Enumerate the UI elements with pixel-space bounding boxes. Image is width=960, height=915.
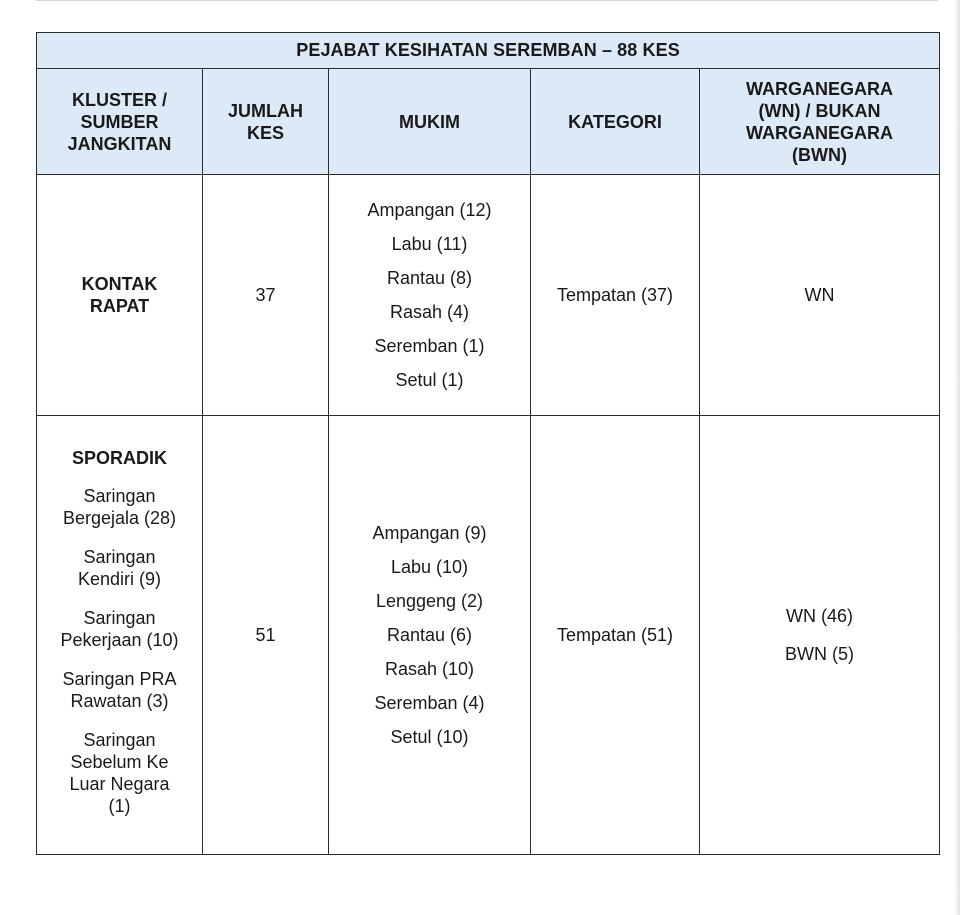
header-mukim: MUKIM xyxy=(329,69,531,175)
header-jumlah-kes: JUMLAH KES xyxy=(203,69,329,175)
mukim-item: Setul (1) xyxy=(395,370,464,390)
cell-warganegara xyxy=(700,416,940,855)
cluster-item: Saringan Sebelum Ke Luar Negara (1) xyxy=(69,730,170,816)
cell-mukim xyxy=(329,175,531,416)
cluster-item: Saringan Bergejala (28) xyxy=(62,486,177,528)
mukim-item: Seremban (4) xyxy=(374,693,485,713)
mukim-item: Rasah (10) xyxy=(384,659,475,679)
mukim-item: Setul (10) xyxy=(390,727,469,747)
mukim-item: Rasah (4) xyxy=(389,302,470,322)
cases-table xyxy=(36,32,940,855)
page-right-edge xyxy=(954,0,960,915)
table-row xyxy=(37,416,940,855)
cell-kategori: Tempatan (51) xyxy=(531,416,700,855)
cell-kluster: KONTAK RAPAT xyxy=(37,175,203,416)
header-warganegara: WARGANEGARA (WN) / BUKAN WARGANEGARA (BWN) xyxy=(700,69,940,175)
mukim-item: Ampangan (12) xyxy=(367,200,492,220)
mukim-item: Ampangan (9) xyxy=(372,523,487,543)
mukim-item: Seremban (1) xyxy=(374,336,485,356)
table-title-row xyxy=(37,33,940,69)
cell-kluster xyxy=(37,416,203,855)
table-header-row xyxy=(37,69,940,175)
cell-warganegara: WN xyxy=(700,175,940,416)
mukim-item: Labu (10) xyxy=(390,557,469,577)
top-border-line xyxy=(36,0,938,1)
wn-item: BWN (5) xyxy=(785,644,855,664)
cell-mukim xyxy=(329,416,531,855)
mukim-item: Rantau (6) xyxy=(386,625,473,645)
mukim-item: Lenggeng (2) xyxy=(375,591,484,611)
cluster-item: Saringan Kendiri (9) xyxy=(77,547,162,589)
mukim-item: Rantau (8) xyxy=(386,268,473,288)
cluster-item: Saringan PRA Rawatan (3) xyxy=(62,669,177,711)
mukim-item: Labu (11) xyxy=(391,234,468,254)
cluster-title: SPORADIK xyxy=(71,448,167,468)
cell-jumlah: 51 xyxy=(203,416,329,855)
cluster-item: Saringan Pekerjaan (10) xyxy=(60,608,179,650)
table-row xyxy=(37,175,940,416)
cell-jumlah: 37 xyxy=(203,175,329,416)
cell-kategori: Tempatan (37) xyxy=(531,175,700,416)
table-title: PEJABAT KESIHATAN SEREMBAN – 88 KES xyxy=(37,33,940,69)
header-kategori: KATEGORI xyxy=(531,69,700,175)
header-kluster: KLUSTER / SUMBER JANGKITAN xyxy=(37,69,203,175)
wn-item: WN (46) xyxy=(786,606,854,626)
